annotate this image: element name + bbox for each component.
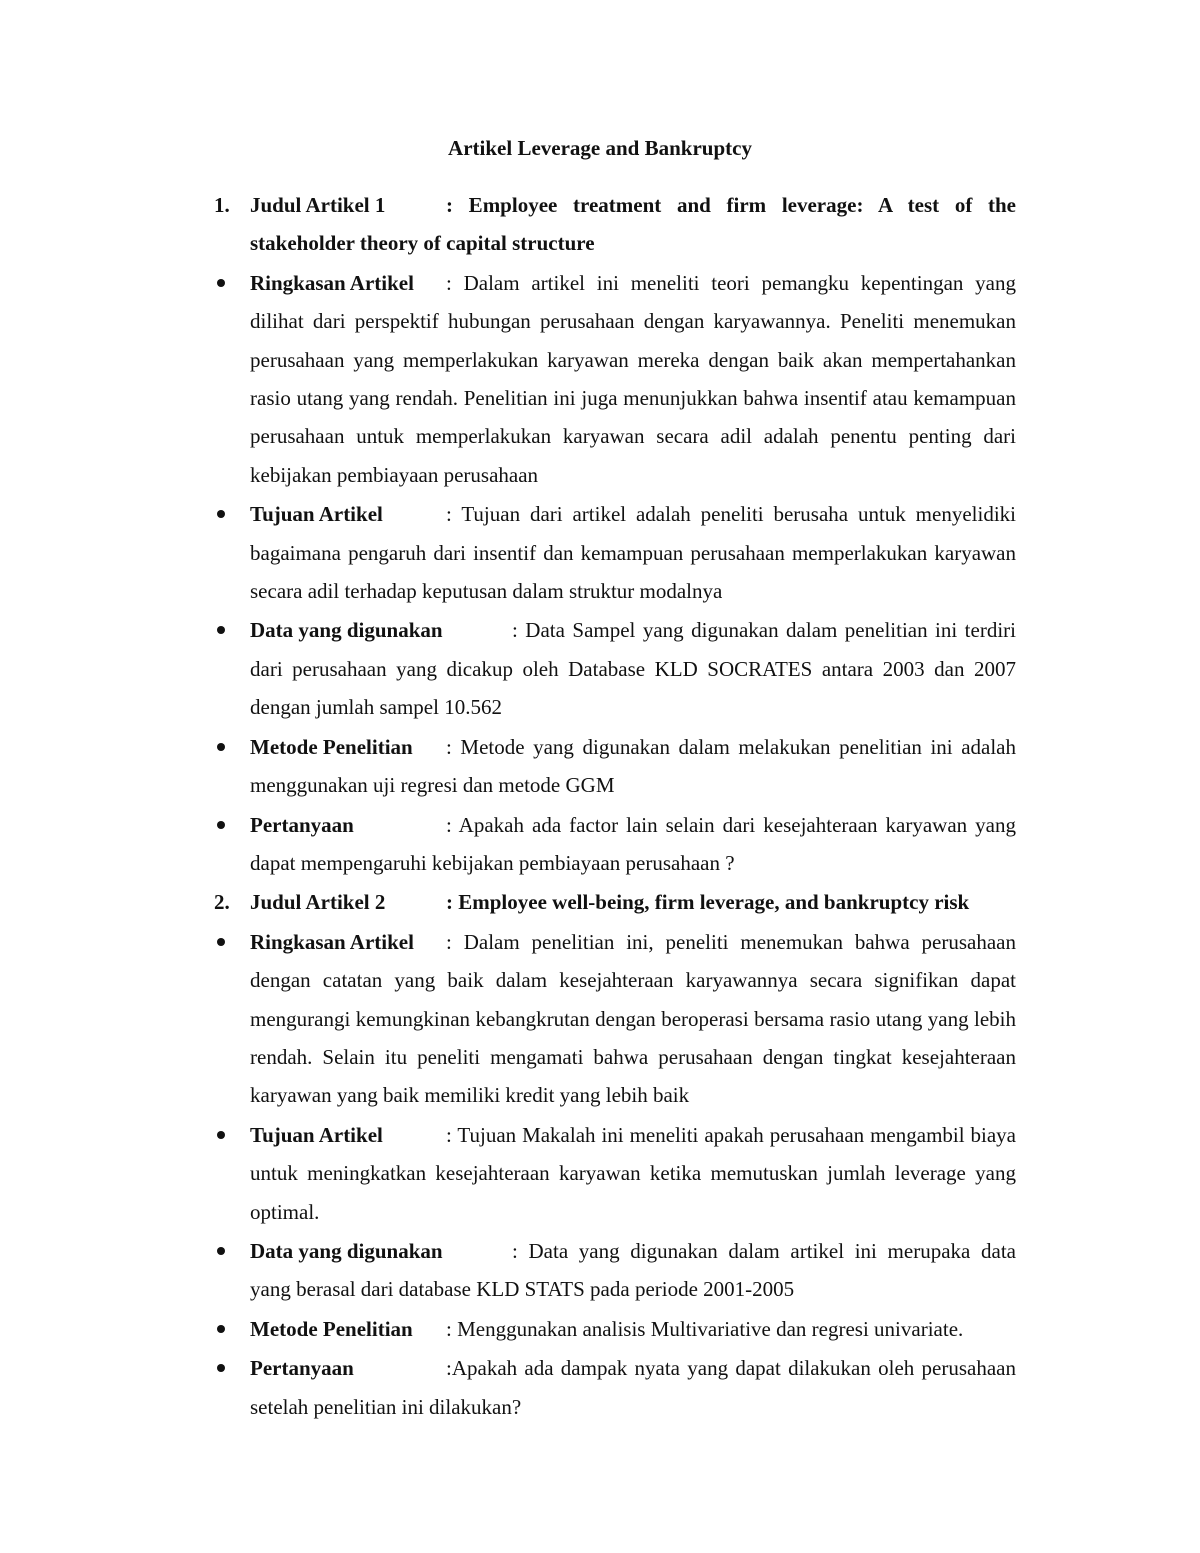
article-number: 2. (214, 890, 230, 915)
section-label: Ringkasan Artikel (250, 270, 414, 295)
article-title-label: Judul Artikel 2 (250, 890, 386, 915)
section-label: Metode Penelitian (250, 1316, 413, 1341)
section-label: Tujuan Artikel (250, 502, 383, 527)
bullet-icon (217, 626, 225, 634)
bullet-icon (217, 1364, 225, 1372)
article-title-text: : Employee treatment and firm leverage: A test of the stakeholder theory of capital structure (250, 193, 1016, 256)
bullet-icon (217, 510, 225, 518)
list-item-tujuan (214, 1116, 1016, 1231)
section-text: : Dalam artikel ini meneliti teori pemangku kepentingan yang dilihat dari perspektif hubungan perusahaan dengan karyawannya. Peneliti menemukan perusahaan yang memperlakukan karyawan mereka dengan baik akan mempertahankan rasio utang yang rendah. Penelitian ini juga menunjukkan bahwa insentif atau kemampuan perusahaan untuk memperlakukan karyawan secara adil adalah penentu penting dari kebijakan pembiayaan perusahaan (250, 270, 1016, 487)
section-text: : Metode yang digunakan dalam melakukan penelitian ini adalah menggunakan uji regresi dan metode GGM (250, 734, 1016, 798)
article-heading (214, 883, 1016, 921)
list-item-metode (214, 1310, 1016, 1348)
section-text: : Tujuan dari artikel adalah peneliti berusaha untuk menyelidiki bagaimana pengaruh dari insentif dan kemampuan perusahaan memperlakukan karyawan secara adil terhadap keputusan dalam struktur modalnya (250, 502, 1016, 604)
list-item-pertanyaan (214, 1349, 1016, 1426)
list-item-ringkasan (214, 264, 1016, 494)
list-item-pertanyaan (214, 806, 1016, 883)
bullet-icon (217, 1247, 225, 1255)
list-item-metode (214, 728, 1016, 805)
bullet-icon (217, 279, 225, 287)
list-item-tujuan (214, 495, 1016, 610)
section-text: : Apakah ada factor lain selain dari kesejahteraan karyawan yang dapat mempengaruhi kebijakan pembiayaan perusahaan ? (250, 812, 1016, 875)
bullet-icon (217, 1131, 225, 1139)
section-text: :Apakah ada dampak nyata yang dapat dilakukan oleh perusahaan setelah penelitian ini dilakukan? (250, 1356, 1016, 1419)
section-text: : Dalam penelitian ini, peneliti menemukan bahwa perusahaan dengan catatan yang baik dalam kesejahteraan karyawannya secara signifikan dapat mengurangi kemungkinan kebangkrutan dengan beroperasi bersama rasio utang yang lebih rendah. Selain itu peneliti mengamati bahwa perusahaan dengan tingkat kesejahteraan karyawan yang baik memiliki kredit yang lebih baik (250, 929, 1016, 1108)
section-text: : Data Sampel yang digunakan dalam penelitian ini terdiri dari perusahaan yang dicakup oleh Database KLD SOCRATES antara 2003 dan 2007 dengan jumlah sampel 10.562 (250, 618, 1016, 720)
bullet-icon (217, 821, 225, 829)
bullet-icon (217, 743, 225, 751)
section-label: Metode Penelitian (250, 734, 413, 759)
bullet-icon (217, 938, 225, 946)
section-label: Pertanyaan (250, 1356, 354, 1381)
list-item-data (214, 611, 1016, 726)
list-item-ringkasan (214, 923, 1016, 1115)
bullet-icon (217, 1325, 225, 1333)
section-label: Data yang digunakan (250, 618, 443, 643)
section-text: : Tujuan Makalah ini meneliti apakah perusahaan mengambil biaya untuk meningkatkan kesejahteraan karyawan ketika memutuskan jumlah leverage yang optimal. (250, 1122, 1016, 1224)
section-text: : Data yang digunakan dalam artikel ini merupaka data yang berasal dari database KLD STATS pada periode 2001-2005 (250, 1238, 1016, 1302)
section-label: Ringkasan Artikel (250, 929, 414, 954)
section-label: Tujuan Artikel (250, 1122, 383, 1147)
list-item-data (214, 1232, 1016, 1309)
article-heading (214, 186, 1016, 263)
article-number: 1. (214, 193, 230, 217)
article-title-label: Judul Artikel 1 (250, 193, 386, 217)
section-label: Data yang digunakan (250, 1238, 443, 1263)
section-text: : Menggunakan analisis Multivariative dan regresi univariate. (446, 1316, 964, 1341)
section-label: Pertanyaan (250, 812, 354, 837)
document-title: Artikel Leverage and Bankruptcy (448, 136, 752, 160)
article-list (214, 186, 1016, 1427)
article-title-text: : Employee well-being, firm leverage, and bankruptcy risk (446, 890, 970, 915)
